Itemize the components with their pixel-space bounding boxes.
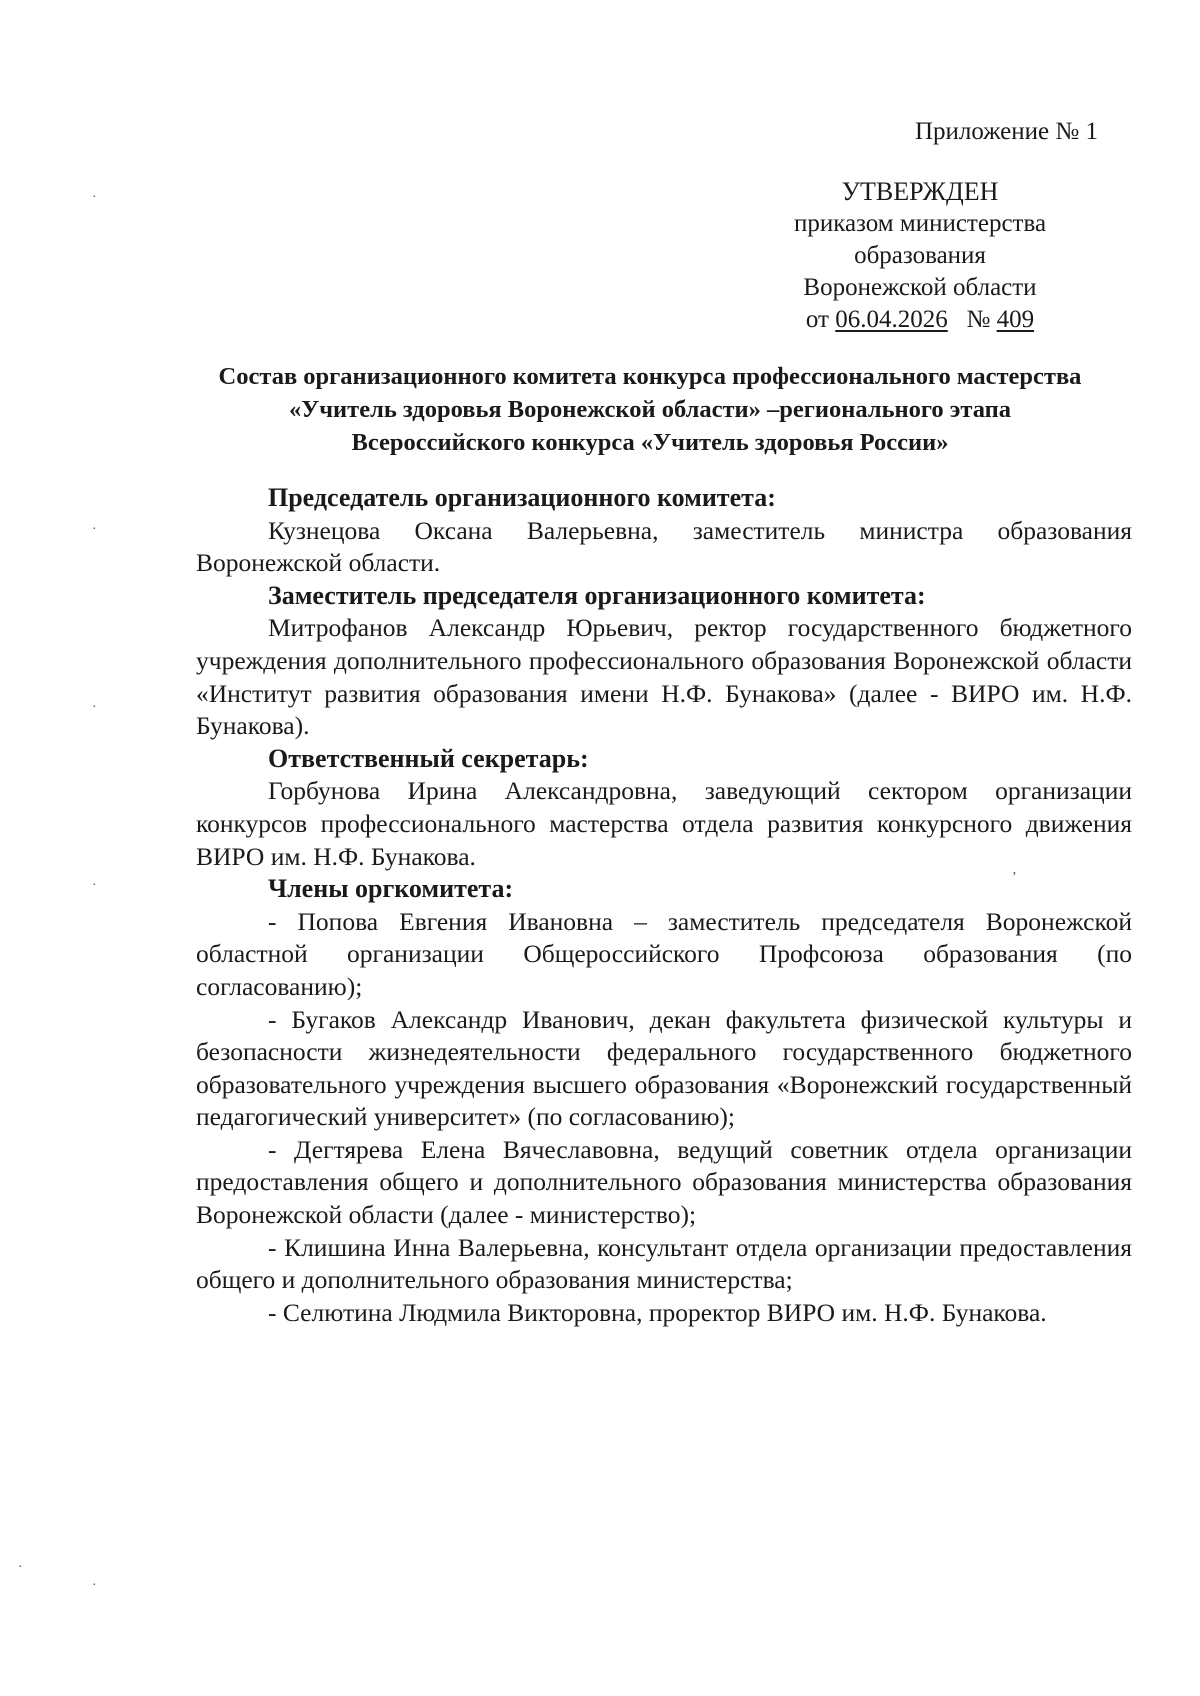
- document-title: [150, 360, 1150, 459]
- document-body: [196, 482, 1132, 1329]
- deputy-text: Митрофанов Александр Юрьевич, ректор государственного бюджетного учреждения дополнительного профессионального образования Воронежской области «Институт развития образования имени Н.Ф. Бунакова» (далее - ВИРО им. Н.Ф. Бунакова).: [196, 613, 1132, 741]
- member-item: - Попова Евгения Ивановна – заместитель председателя Воронежской областной организации Общероссийского Профсоюза образования (по согласованию);: [196, 906, 1132, 1001]
- scan-speck: ·: [92, 700, 97, 715]
- chair-heading: Председатель организационного комитета:: [268, 483, 776, 512]
- member-item: - Бугаков Александр Иванович, декан факультета физической культуры и безопасности жизнедеятельности федерального государственного бюджетного образовательного учреждения высшего образования «Воронежский государственный педагогический университет» (по согласованию);: [196, 1004, 1132, 1132]
- title-line-1: Состав организационного комитета конкурса профессионального мастерства: [218, 363, 1082, 390]
- approval-date-line: [770, 304, 1070, 336]
- approval-stamp: [770, 176, 1070, 336]
- members-heading: Члены оргкомитета:: [268, 874, 514, 904]
- order-date: 06.04.2026: [835, 306, 948, 333]
- title-line-2: «Учитель здоровья Воронежской области» –регионального этапа: [289, 396, 1011, 423]
- deputy-heading: Заместитель председателя организационного комитета:: [268, 580, 926, 610]
- title-line-3: Всероссийского конкурса «Учитель здоровья России»: [351, 429, 949, 456]
- scan-speck: ·: [18, 1560, 23, 1575]
- member-item: - Дегтярева Елена Вячеславовна, ведущий советник отдела организации предоставления общего и дополнительного образования министерства образования Воронежской области (далее - министерство);: [196, 1134, 1132, 1230]
- date-prefix: от: [805, 306, 829, 333]
- approval-line-3: Воронежской области: [803, 274, 1037, 301]
- member-item: - Клишина Инна Валерьевна, консультант отдела организации предоставления общего и дополнительного образования министерства;: [196, 1232, 1132, 1295]
- secretary-text: Горбунова Ирина Александровна, заведующий сектором организации конкурсов профессионального мастерства отдела развития конкурсного движения ВИРО им. Н.Ф. Бунакова.: [196, 776, 1132, 871]
- scan-speck: ʼ: [1012, 870, 1017, 885]
- approval-heading: УТВЕРЖДЕН: [841, 177, 999, 206]
- scan-speck: ·: [92, 522, 97, 537]
- member-item: - Селютина Людмила Викторовна, проректор ВИРО им. Н.Ф. Бунакова.: [268, 1297, 1047, 1327]
- scan-speck: ·: [92, 190, 97, 205]
- number-prefix: №: [966, 306, 991, 333]
- secretary-heading: Ответственный секретарь:: [268, 743, 589, 773]
- chair-text: Кузнецова Оксана Валерьевна, заместитель министра образования Воронежской области.: [196, 515, 1132, 578]
- approval-line-1: приказом министерства: [793, 210, 1047, 237]
- appendix-label: Приложение № 1: [914, 118, 1098, 145]
- scan-speck: ·: [92, 878, 97, 893]
- approval-line-2: образования: [854, 242, 986, 269]
- scan-speck: ·: [92, 1578, 97, 1593]
- order-number: 409: [996, 306, 1035, 333]
